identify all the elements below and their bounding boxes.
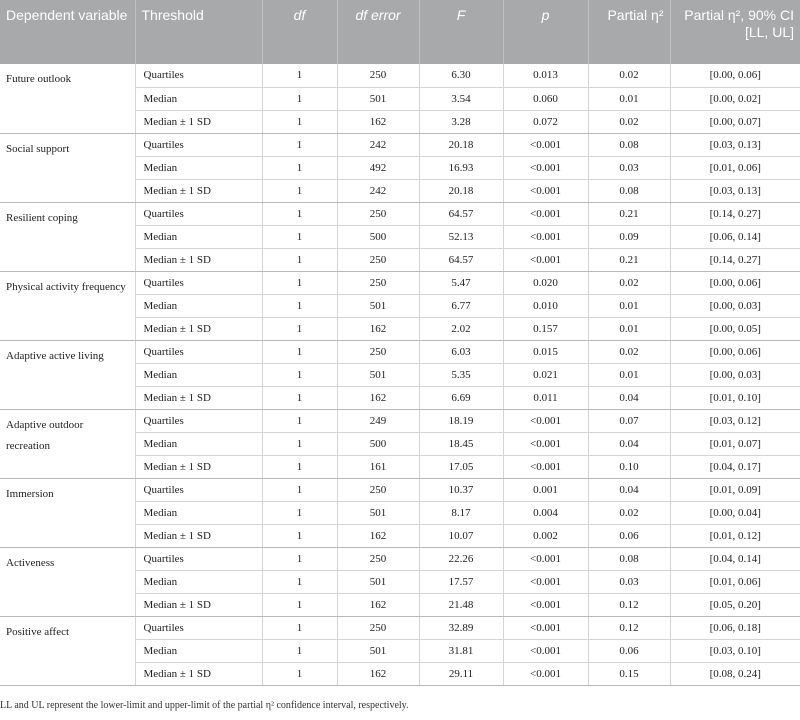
df-error-cell: 162 [337,386,419,409]
threshold-cell: Median ± 1 SD [135,524,262,547]
threshold-cell: Median [135,363,262,386]
df-cell: 1 [262,593,337,616]
threshold-cell: Quartiles [135,340,262,363]
ci-cell: [0.14, 0.27] [670,248,800,271]
df-cell: 1 [262,455,337,478]
f-cell: 52.13 [419,225,503,248]
dependent-variable-cell: Positive affect [0,616,135,685]
ci-cell: [0.01, 0.09] [670,478,800,501]
partial-eta-cell: 0.02 [588,340,670,363]
df-cell: 1 [262,294,337,317]
dependent-variable-cell: Social support [0,133,135,202]
df-cell: 1 [262,386,337,409]
partial-eta-cell: 0.15 [588,662,670,685]
f-cell: 5.35 [419,363,503,386]
df-error-cell: 501 [337,501,419,524]
df-cell: 1 [262,524,337,547]
p-cell: <0.001 [503,616,588,639]
ci-cell: [0.00, 0.05] [670,317,800,340]
header-df: df [262,0,337,64]
df-error-cell: 249 [337,409,419,432]
header-dependent-variable: Dependent variable [0,0,135,64]
ci-cell: [0.01, 0.07] [670,432,800,455]
threshold-cell: Median ± 1 SD [135,386,262,409]
table-body [0,64,800,685]
threshold-cell: Quartiles [135,271,262,294]
f-cell: 6.77 [419,294,503,317]
ci-cell: [0.14, 0.27] [670,202,800,225]
p-cell: <0.001 [503,202,588,225]
partial-eta-cell: 0.03 [588,156,670,179]
threshold-cell: Median [135,432,262,455]
df-cell: 1 [262,271,337,294]
partial-eta-cell: 0.03 [588,570,670,593]
header-threshold: Threshold [135,0,262,64]
ci-cell: [0.00, 0.07] [670,110,800,133]
dependent-variable-cell: Immersion [0,478,135,547]
p-cell: 0.060 [503,87,588,110]
df-error-cell: 250 [337,64,419,87]
p-cell: 0.021 [503,363,588,386]
df-error-cell: 501 [337,570,419,593]
p-cell: <0.001 [503,547,588,570]
ci-cell: [0.03, 0.13] [670,133,800,156]
threshold-cell: Quartiles [135,202,262,225]
table-row [0,202,800,225]
df-error-cell: 162 [337,662,419,685]
df-error-cell: 162 [337,110,419,133]
df-cell: 1 [262,317,337,340]
df-cell: 1 [262,248,337,271]
partial-eta-cell: 0.10 [588,455,670,478]
threshold-cell: Median [135,225,262,248]
f-cell: 31.81 [419,639,503,662]
f-cell: 20.18 [419,179,503,202]
f-cell: 3.54 [419,87,503,110]
partial-eta-cell: 0.12 [588,593,670,616]
df-cell: 1 [262,225,337,248]
df-cell: 1 [262,570,337,593]
dependent-variable-cell: Future outlook [0,64,135,133]
f-cell: 2.02 [419,317,503,340]
table-row [0,133,800,156]
ci-cell: [0.06, 0.14] [670,225,800,248]
partial-eta-cell: 0.04 [588,478,670,501]
df-error-cell: 250 [337,547,419,570]
ci-cell: [0.00, 0.06] [670,271,800,294]
df-cell: 1 [262,616,337,639]
df-cell: 1 [262,156,337,179]
threshold-cell: Median ± 1 SD [135,179,262,202]
header-row [0,0,800,64]
ci-cell: [0.00, 0.03] [670,294,800,317]
df-error-cell: 250 [337,271,419,294]
p-cell: <0.001 [503,662,588,685]
f-cell: 17.05 [419,455,503,478]
f-cell: 17.57 [419,570,503,593]
p-cell: <0.001 [503,570,588,593]
table-row [0,547,800,570]
p-cell: 0.004 [503,501,588,524]
table-row [0,478,800,501]
df-error-cell: 501 [337,294,419,317]
df-cell: 1 [262,87,337,110]
df-cell: 1 [262,340,337,363]
f-cell: 21.48 [419,593,503,616]
p-cell: 0.015 [503,340,588,363]
ci-cell: [0.01, 0.06] [670,156,800,179]
threshold-cell: Median ± 1 SD [135,110,262,133]
f-cell: 32.89 [419,616,503,639]
df-cell: 1 [262,179,337,202]
partial-eta-cell: 0.02 [588,501,670,524]
p-cell: 0.013 [503,64,588,87]
partial-eta-cell: 0.06 [588,639,670,662]
p-cell: <0.001 [503,133,588,156]
ci-cell: [0.03, 0.13] [670,179,800,202]
f-cell: 8.17 [419,501,503,524]
header-f: F [419,0,503,64]
partial-eta-cell: 0.21 [588,248,670,271]
threshold-cell: Median [135,639,262,662]
p-cell: <0.001 [503,593,588,616]
partial-eta-cell: 0.04 [588,432,670,455]
f-cell: 6.69 [419,386,503,409]
threshold-cell: Quartiles [135,409,262,432]
partial-eta-cell: 0.21 [588,202,670,225]
df-error-cell: 501 [337,639,419,662]
ci-cell: [0.04, 0.14] [670,547,800,570]
f-cell: 20.18 [419,133,503,156]
p-cell: <0.001 [503,179,588,202]
p-cell: 0.002 [503,524,588,547]
ci-cell: [0.01, 0.10] [670,386,800,409]
f-cell: 10.07 [419,524,503,547]
partial-eta-cell: 0.02 [588,271,670,294]
dependent-variable-cell: Resilient coping [0,202,135,271]
table-row [0,64,800,87]
df-error-cell: 250 [337,478,419,501]
threshold-cell: Median [135,570,262,593]
partial-eta-cell: 0.08 [588,179,670,202]
partial-eta-cell: 0.12 [588,616,670,639]
ci-cell: [0.08, 0.24] [670,662,800,685]
f-cell: 5.47 [419,271,503,294]
ci-cell: [0.04, 0.17] [670,455,800,478]
p-cell: <0.001 [503,225,588,248]
f-cell: 6.03 [419,340,503,363]
threshold-cell: Quartiles [135,616,262,639]
df-cell: 1 [262,432,337,455]
f-cell: 64.57 [419,202,503,225]
partial-eta-cell: 0.01 [588,87,670,110]
dependent-variable-cell: Physical activity frequency [0,271,135,340]
partial-eta-cell: 0.01 [588,294,670,317]
header-partial-eta: Partial η² [588,0,670,64]
df-cell: 1 [262,64,337,87]
p-cell: 0.072 [503,110,588,133]
df-error-cell: 250 [337,202,419,225]
df-error-cell: 500 [337,225,419,248]
partial-eta-cell: 0.07 [588,409,670,432]
f-cell: 29.11 [419,662,503,685]
p-cell: 0.001 [503,478,588,501]
threshold-cell: Median ± 1 SD [135,317,262,340]
threshold-cell: Median ± 1 SD [135,662,262,685]
header-p: p [503,0,588,64]
partial-eta-cell: 0.04 [588,386,670,409]
df-error-cell: 242 [337,179,419,202]
df-error-cell: 501 [337,87,419,110]
ci-cell: [0.00, 0.02] [670,87,800,110]
f-cell: 6.30 [419,64,503,87]
table-row [0,340,800,363]
p-cell: 0.020 [503,271,588,294]
threshold-cell: Quartiles [135,64,262,87]
threshold-cell: Median [135,156,262,179]
f-cell: 18.45 [419,432,503,455]
df-error-cell: 242 [337,133,419,156]
f-cell: 64.57 [419,248,503,271]
ci-cell: [0.00, 0.06] [670,64,800,87]
threshold-cell: Quartiles [135,547,262,570]
df-error-cell: 500 [337,432,419,455]
p-cell: <0.001 [503,156,588,179]
df-error-cell: 162 [337,524,419,547]
p-cell: 0.011 [503,386,588,409]
header-df-error: df error [337,0,419,64]
p-cell: <0.001 [503,432,588,455]
ci-cell: [0.01, 0.12] [670,524,800,547]
partial-eta-cell: 0.08 [588,133,670,156]
table-row [0,616,800,639]
header-partial-eta-ci: Partial η², 90% CI [LL, UL] [670,0,800,64]
partial-eta-cell: 0.06 [588,524,670,547]
df-error-cell: 501 [337,363,419,386]
df-error-cell: 162 [337,317,419,340]
df-cell: 1 [262,478,337,501]
df-cell: 1 [262,639,337,662]
p-cell: <0.001 [503,455,588,478]
df-error-cell: 250 [337,340,419,363]
table-footnote: LL and UL represent the lower-limit and upper-limit of the partial η² confidence interval, respectively. [0,700,409,711]
df-cell: 1 [262,363,337,386]
threshold-cell: Median [135,501,262,524]
ci-cell: [0.03, 0.12] [670,409,800,432]
df-error-cell: 250 [337,616,419,639]
f-cell: 16.93 [419,156,503,179]
threshold-cell: Median ± 1 SD [135,593,262,616]
threshold-cell: Quartiles [135,133,262,156]
p-cell: <0.001 [503,248,588,271]
p-cell: <0.001 [503,409,588,432]
dependent-variable-cell: Activeness [0,547,135,616]
p-cell: <0.001 [503,639,588,662]
partial-eta-cell: 0.02 [588,64,670,87]
ci-cell: [0.00, 0.03] [670,363,800,386]
ci-cell: [0.00, 0.04] [670,501,800,524]
table-row [0,409,800,432]
partial-eta-cell: 0.08 [588,547,670,570]
ci-cell: [0.06, 0.18] [670,616,800,639]
partial-eta-cell: 0.09 [588,225,670,248]
partial-eta-cell: 0.01 [588,363,670,386]
f-cell: 18.19 [419,409,503,432]
df-cell: 1 [262,409,337,432]
threshold-cell: Median [135,294,262,317]
p-cell: 0.010 [503,294,588,317]
ci-cell: [0.01, 0.06] [670,570,800,593]
f-cell: 3.28 [419,110,503,133]
df-error-cell: 250 [337,248,419,271]
threshold-cell: Quartiles [135,478,262,501]
df-cell: 1 [262,501,337,524]
threshold-cell: Median ± 1 SD [135,248,262,271]
dependent-variable-cell: Adaptive outdoor recreation [0,409,135,478]
p-cell: 0.157 [503,317,588,340]
df-error-cell: 162 [337,593,419,616]
threshold-cell: Median [135,87,262,110]
dependent-variable-cell: Adaptive active living [0,340,135,409]
df-cell: 1 [262,662,337,685]
df-cell: 1 [262,547,337,570]
ci-cell: [0.03, 0.10] [670,639,800,662]
f-cell: 10.37 [419,478,503,501]
df-error-cell: 492 [337,156,419,179]
partial-eta-cell: 0.02 [588,110,670,133]
ci-cell: [0.05, 0.20] [670,593,800,616]
df-error-cell: 161 [337,455,419,478]
ci-cell: [0.00, 0.06] [670,340,800,363]
df-cell: 1 [262,202,337,225]
table-row [0,271,800,294]
df-cell: 1 [262,133,337,156]
threshold-cell: Median ± 1 SD [135,455,262,478]
partial-eta-cell: 0.01 [588,317,670,340]
df-cell: 1 [262,110,337,133]
f-cell: 22.26 [419,547,503,570]
